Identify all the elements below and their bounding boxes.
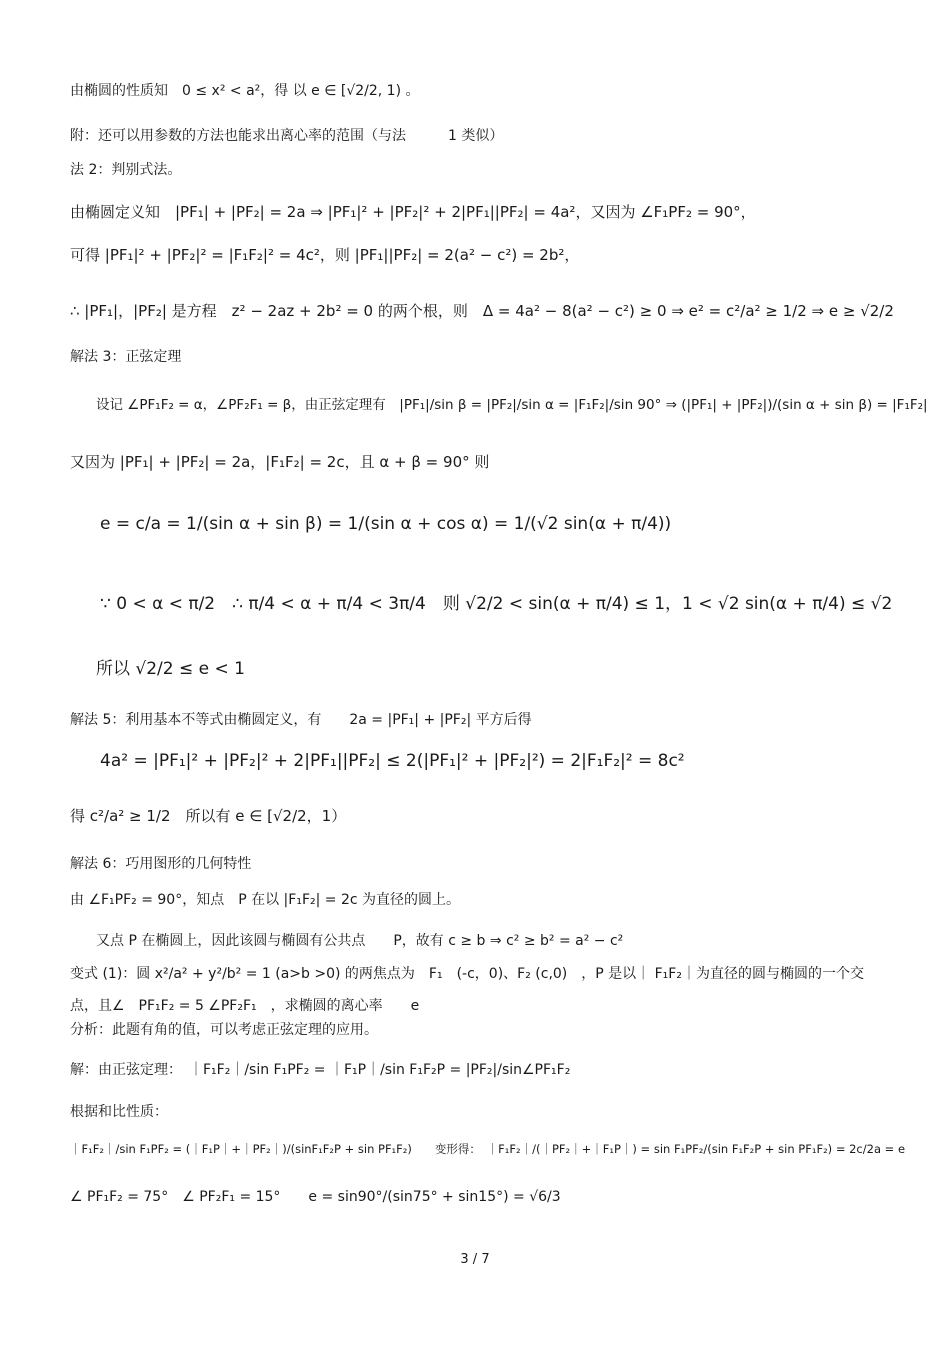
- text-line-7: 解法 3：正弦定理: [70, 349, 182, 365]
- text-line-21: 分析：此题有角的值，可以考虑正弦定理的应用。: [70, 1022, 378, 1038]
- text-line-20: 点，且∠ PF₁F₂ = 5 ∠PF₂F₁ ，求椭圆的离心率 e: [70, 998, 420, 1014]
- text-line-16: 解法 6：巧用图形的几何特性: [70, 856, 252, 872]
- text-line-1: 由椭圆的性质知 0 ≤ x² < a²，得 以 e ∈ [√2/2, 1) 。: [70, 83, 420, 99]
- text-line-10: e = c/a = 1/(sin α + sin β) = 1/(sin α + cos α) = 1/(√2 sin(α + π/4)): [100, 514, 672, 534]
- text-line-15: 得 c²/a² ≥ 1/2 所以有 e ∈ [√2/2，1）: [70, 807, 347, 825]
- text-line-2: 附：还可以用参数的方法也能求出离心率的范围（与法 1 类似）: [70, 128, 504, 144]
- text-line-5: 可得 |PF₁|² + |PF₂|² = |F₁F₂|² = 4c²，则 |PF₁||PF₂| = 2(a² − c²) = 2b²，: [70, 246, 580, 264]
- text-line-3: 法 2：判别式法。: [70, 162, 182, 178]
- text-line-18: 又点 P 在椭圆上，因此该圆与椭圆有公共点 P，故有 c ≥ b ⇒ c² ≥ b² = a² − c²: [96, 933, 624, 949]
- text-line-24: ｜F₁F₂｜/sin F₁PF₂ = (｜F₁P｜+｜PF₂｜)/(sinF₁F₂P + sin PF₁F₂) 变形得： ｜F₁F₂｜/(｜PF₂｜+｜F₁P｜) = sin F₁PF₂/(sin F₁F₂P + sin PF₁F₂) = 2c/2a = e: [70, 1142, 906, 1156]
- text-line-8: 设记 ∠PF₁F₂ = α，∠PF₂F₁ = β，由正弦定理有 |PF₁|/sin β = |PF₂|/sin α = |F₁F₂|/sin 90° ⇒ (|PF₁| + |PF₂|)/(sin α + sin β) = |F₁F₂|: [96, 397, 928, 413]
- text-line-6: ∴ |PF₁|，|PF₂| 是方程 z² − 2az + 2b² = 0 的两个根，则 Δ = 4a² − 8(a² − c²) ≥ 0 ⇒ e² = c²/a² ≥ 1/2 ⇒ e ≥ √2/2: [70, 302, 894, 320]
- text-line-17: 由 ∠F₁PF₂ = 90°，知点 P 在以 |F₁F₂| = 2c 为直径的圆上。: [70, 892, 461, 908]
- text-line-9: 又因为 |PF₁| + |PF₂| = 2a，|F₁F₂| = 2c，且 α + β = 90° 则: [70, 453, 490, 471]
- text-line-25: ∠ PF₁F₂ = 75° ∠ PF₂F₁ = 15° e = sin90°/(sin75° + sin15°) = √6/3: [70, 1189, 561, 1205]
- text-line-23: 根据和比性质：: [70, 1104, 168, 1120]
- text-line-22: 解：由正弦定理： ｜F₁F₂｜/sin F₁PF₂ = ｜F₁P｜/sin F₁F₂P = |PF₂|/sin∠PF₁F₂: [70, 1062, 571, 1078]
- text-line-12: 所以 √2/2 ≤ e < 1: [96, 659, 245, 679]
- page-number: 3 / 7: [460, 1252, 490, 1267]
- text-line-19: 变式 (1)：圆 x²/a² + y²/b² = 1 (a>b >0) 的两焦点为 F₁ (-c，0)、F₂ (c,0) ，P 是以｜ F₁F₂｜为直径的圆与椭圆的一个交: [70, 966, 864, 982]
- text-line-4: 由椭圆定义知 |PF₁| + |PF₂| = 2a ⇒ |PF₁|² + |PF₂|² + 2|PF₁||PF₂| = 4a²，又因为 ∠F₁PF₂ = 90°，: [70, 203, 756, 221]
- text-line-14: 4a² = |PF₁|² + |PF₂|² + 2|PF₁||PF₂| ≤ 2(|PF₁|² + |PF₂|²) = 2|F₁F₂|² = 8c²: [100, 751, 685, 771]
- text-line-13: 解法 5：利用基本不等式由椭圆定义，有 2a = |PF₁| + |PF₂| 平方后得: [70, 712, 532, 728]
- text-line-11: ∵ 0 < α < π/2 ∴ π/4 < α + π/4 < 3π/4 则 √2/2 < sin(α + π/4) ≤ 1，1 < √2 sin(α + π/4) ≤ √2: [100, 594, 893, 614]
